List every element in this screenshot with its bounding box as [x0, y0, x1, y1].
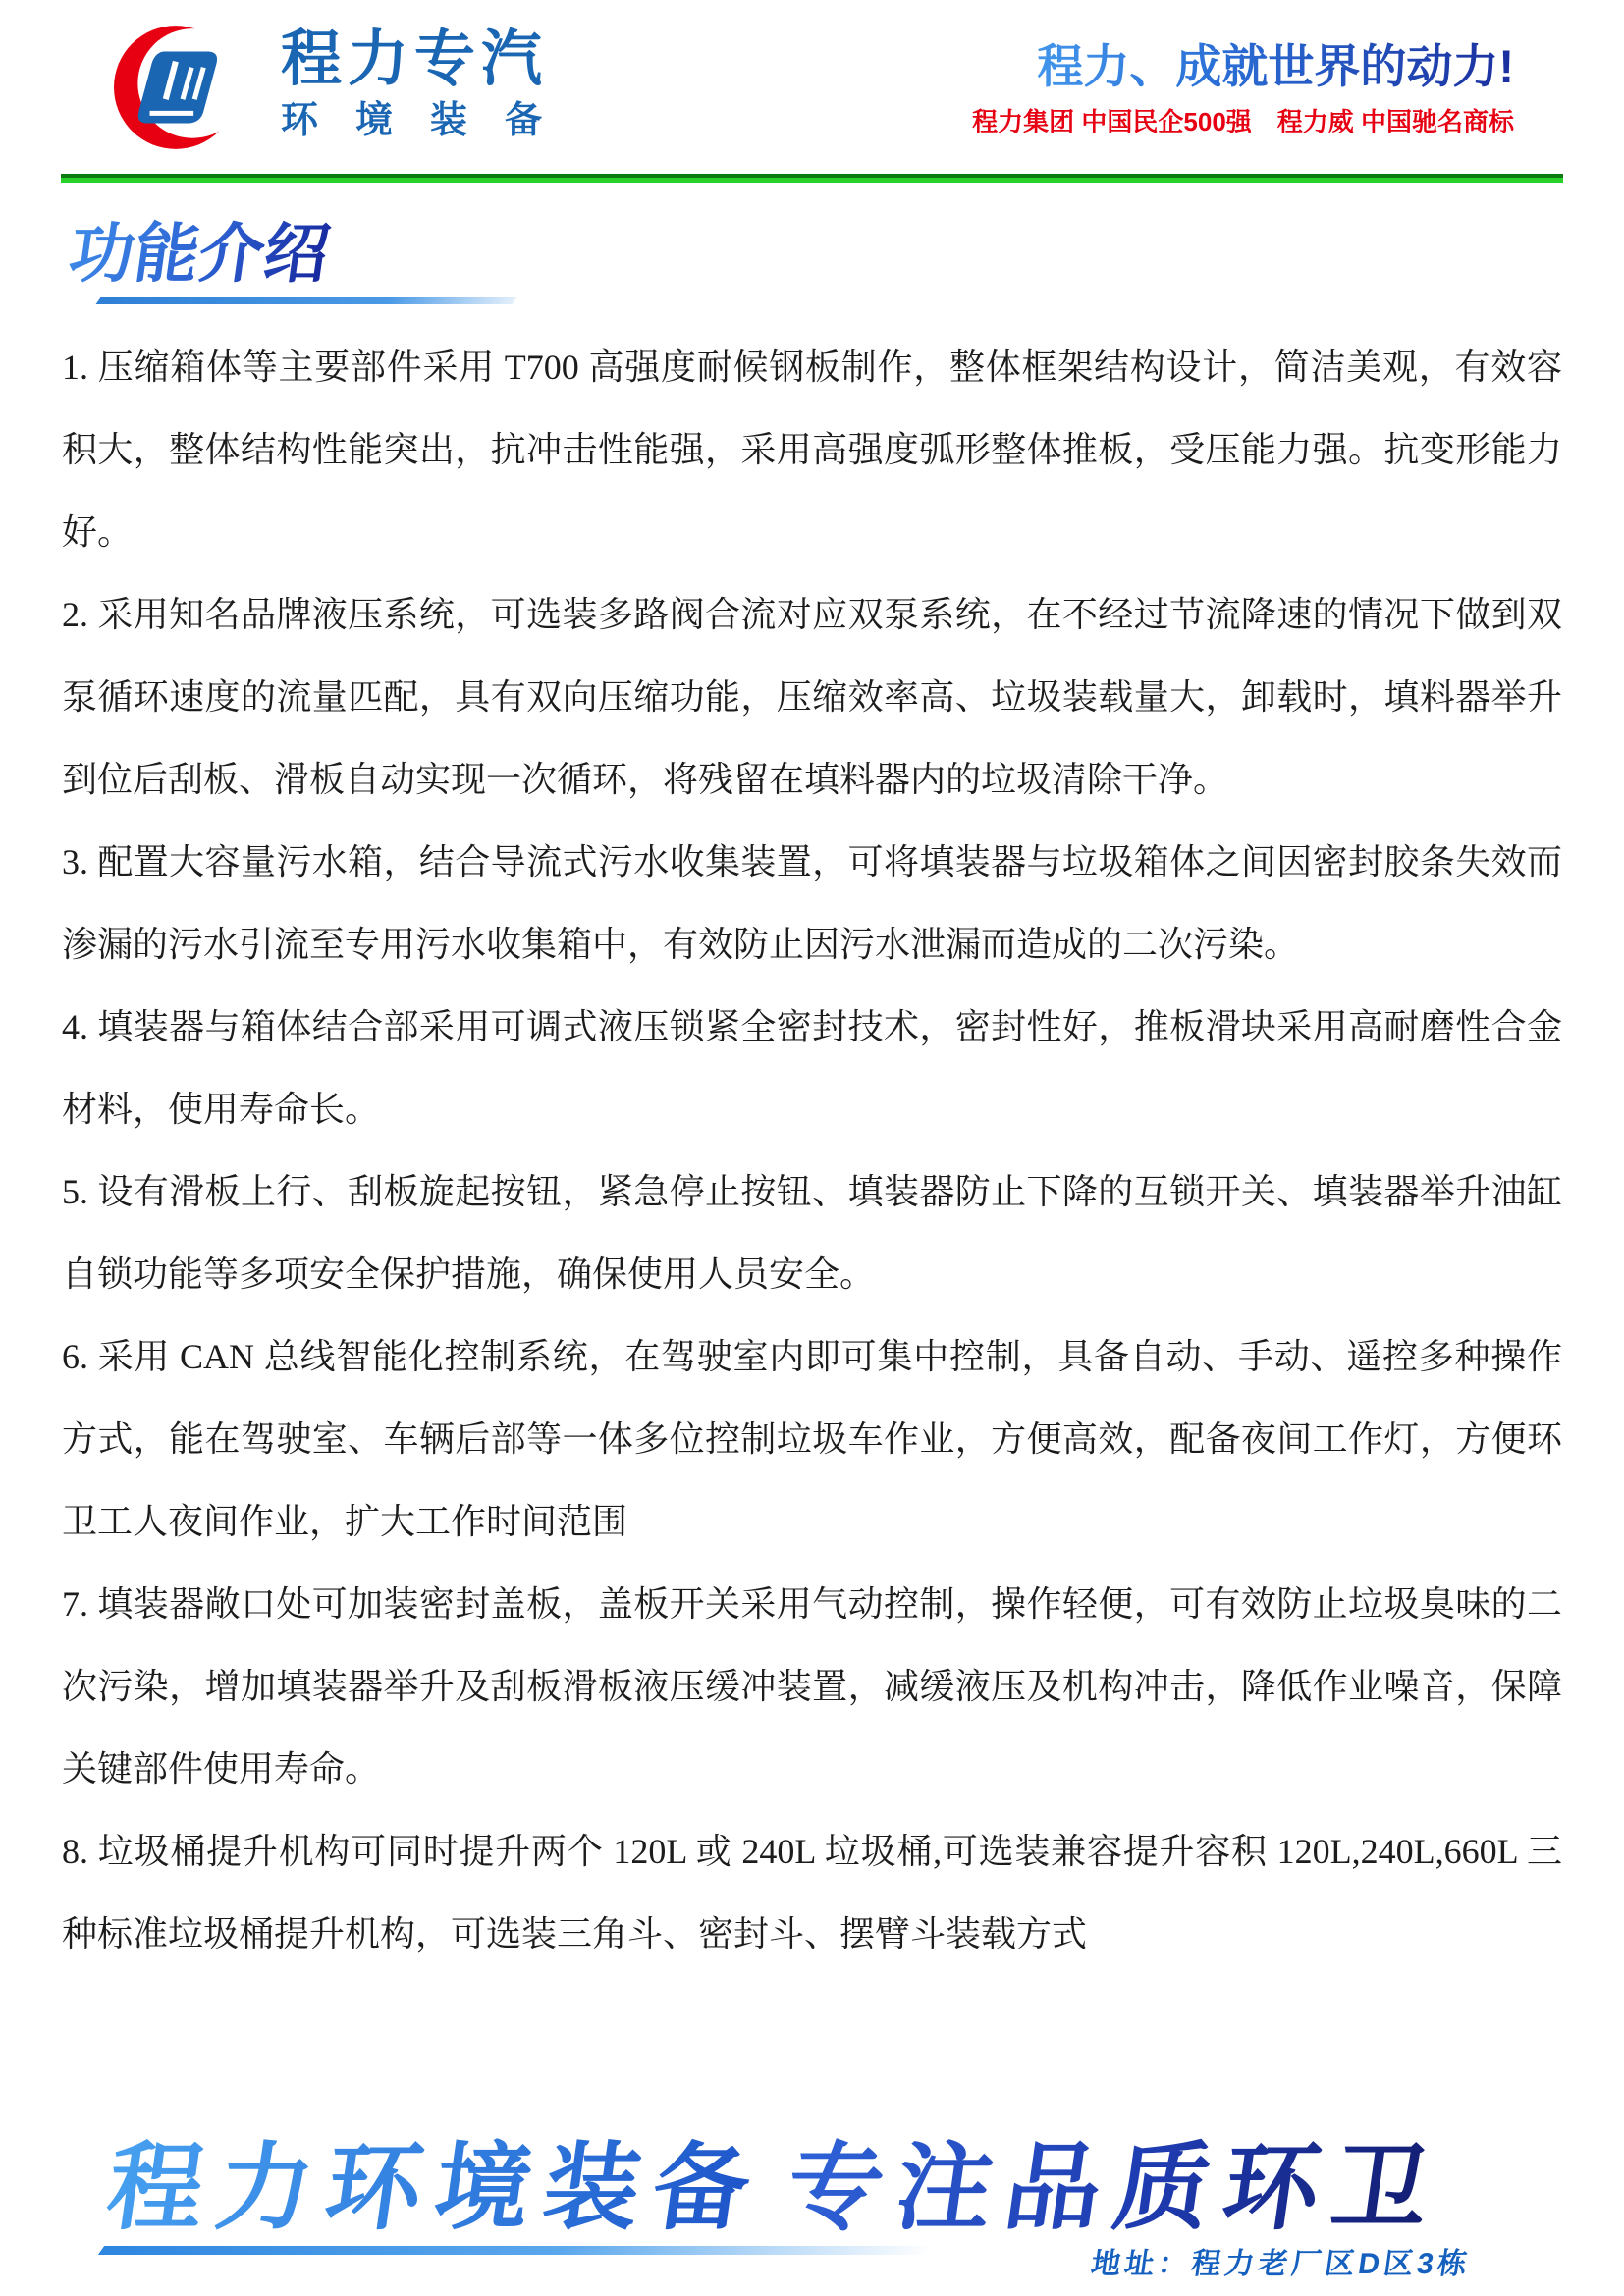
- footer-tagline: 专注品质环卫: [780, 2134, 1450, 2241]
- feature-list: [62, 326, 1562, 1975]
- header-slogan: 程力、成就世界的动力!: [972, 41, 1514, 92]
- feature-paragraph-3: 3. 配置大容量污水箱，结合导流式污水收集装置，可将填装器与垃圾箱体之间因密封胶条失效而渗漏的污水引流至专用污水收集箱中，有效防止因污水泄漏而造成的二次污染。: [62, 842, 1562, 964]
- feature-paragraph-7: 7. 填装器敞口处可加装密封盖板，盖板开关采用气动控制，操作轻便，可有效防止垃圾臭味的二次污染，增加填装器举升及刮板滑板液压缓冲装置，减缓液压及机构冲击，降低作业噪音，保障关键部件使用寿命。: [62, 1584, 1562, 1789]
- footer-brand-line: [101, 2136, 1549, 2241]
- brand-name: 程力专汽: [281, 26, 549, 93]
- feature-paragraph-2: 2. 采用知名品牌液压系统，可选装多路阀合流对应双泵系统，在不经过节流降速的情况下做到双泵循环速度的流量匹配，具有双向压缩功能，压缩效率高、垃圾装载量大，卸载时，填料器举升到位后刮板、滑板自动实现一次循环，将残留在填料器内的垃圾清除干净。: [62, 595, 1562, 799]
- footer-brand: 程力环境装备: [100, 2134, 771, 2241]
- green-divider: [61, 174, 1563, 183]
- page-title: 功能介绍: [64, 217, 335, 290]
- feature-paragraph-4: 4. 填装器与箱体结合部采用可调式液压锁紧全密封技术，密封性好，推板滑块采用高耐磨性合金材料，使用寿命长。: [62, 1007, 1562, 1129]
- feature-paragraph-6: 6. 采用 CAN 总线智能化控制系统，在驾驶室内即可集中控制，具备自动、手动、遥控多种操作方式，能在驾驶室、车辆后部等一体多位控制垃圾车作业，方便高效，配备夜间工作灯，方便环卫工人夜间作业，扩大工作时间范围: [62, 1337, 1562, 1541]
- feature-paragraph-1: 1. 压缩箱体等主要部件采用 T700 高强度耐候钢板制作，整体框架结构设计，简洁美观，有效容积大，整体结构性能突出，抗冲击性能强，采用高强度弧形整体推板，受压能力强。抗变形能力好。: [62, 347, 1562, 552]
- feature-paragraph-8: 8. 垃圾桶提升机构可同时提升两个 120L 或 240L 垃圾桶,可选装兼容提升容积 120L,240L,660L 三种标准垃圾桶提升机构，可选装三角斗、密封斗、摆臂斗装载方式: [62, 1832, 1562, 1953]
- brand-subtitle: 环境装备: [281, 100, 580, 141]
- brand-block: [281, 26, 580, 141]
- chengli-logo-icon: [94, 18, 271, 157]
- header-banner: 程力集团 中国民企500强 程力威 中国驰名商标: [972, 106, 1514, 136]
- title-underline: [96, 297, 517, 304]
- feature-paragraph-5: 5. 设有滑板上行、刮板旋起按钮，紧急停止按钮、填装器防止下降的互锁开关、填装器举升油缸自锁功能等多项安全保护措施，确保使用人员安全。: [62, 1172, 1562, 1294]
- footer-address: 地址：程力老厂区D区3栋: [1089, 2248, 1474, 2280]
- header-right: [972, 41, 1514, 138]
- footer-underline: [98, 2246, 934, 2255]
